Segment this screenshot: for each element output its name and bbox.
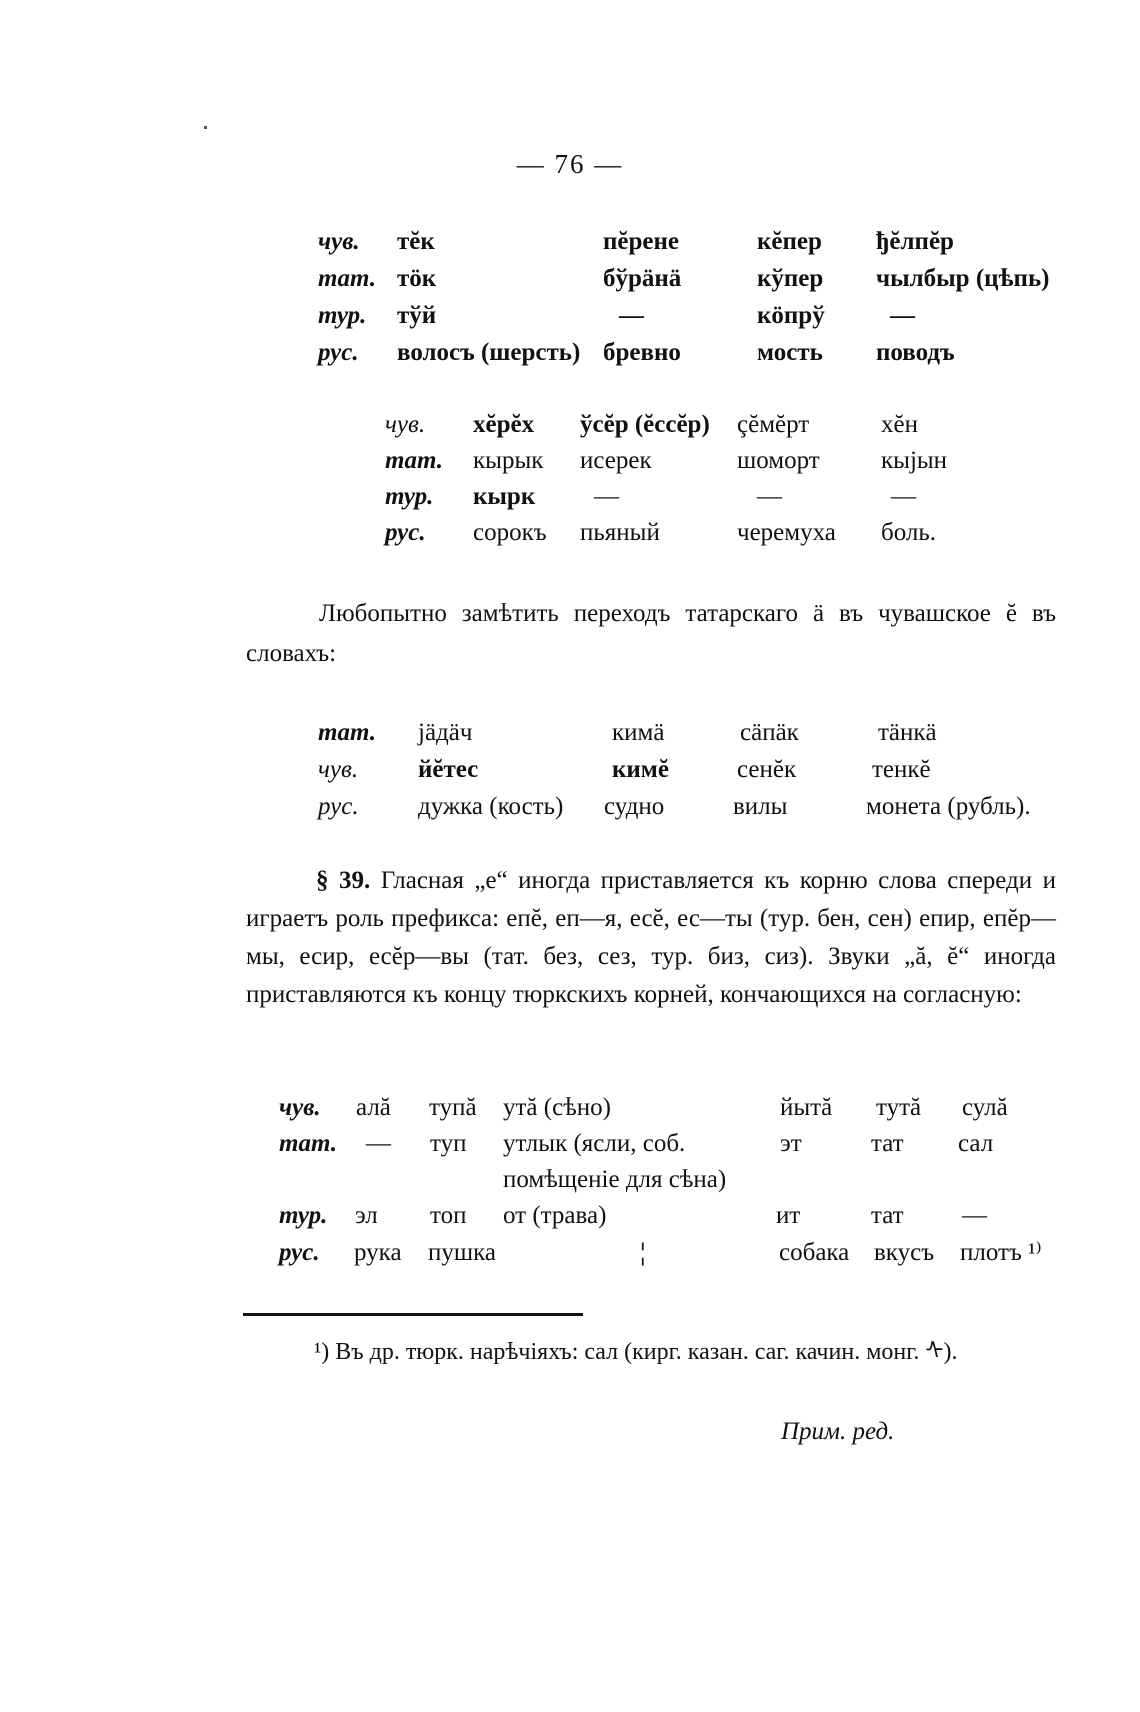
- table-cell: утă (сѣно): [503, 1094, 611, 1121]
- table-cell: эт: [780, 1130, 802, 1157]
- table-cell: кимä: [612, 719, 665, 746]
- table-cell: топ: [430, 1202, 467, 1229]
- table-cell: от (трава): [503, 1202, 607, 1229]
- speck: [204, 126, 207, 129]
- table-cell: эл: [355, 1202, 378, 1229]
- table-cell: хĕрĕх: [473, 411, 535, 438]
- table-cell: сенĕк: [737, 756, 797, 783]
- table-cell: рука: [354, 1239, 402, 1266]
- table-cell: шоморт: [737, 447, 820, 474]
- table-cell: алă: [356, 1094, 391, 1121]
- table-cell: —: [619, 302, 644, 329]
- lang-label: чув.: [318, 228, 360, 255]
- table-cell: кўпер: [757, 265, 824, 292]
- table-cell: вилы: [733, 793, 788, 820]
- table-cell: кырк: [473, 483, 536, 510]
- lang-label: рус.: [385, 519, 426, 546]
- paragraph: Любопытно замѣтить переходъ татарскаго ä въ чувашское ĕ въ словахъ:: [246, 600, 1056, 667]
- table-cell: дужка (кость): [418, 793, 564, 820]
- table-cell: пĕрене: [603, 228, 680, 255]
- table-cell: ¦: [640, 1239, 646, 1266]
- table-cell: ђĕлпĕр: [876, 228, 954, 255]
- table-cell: —: [757, 483, 782, 510]
- table-cell: поводъ: [876, 339, 955, 366]
- table-cell: тöк: [397, 265, 437, 292]
- lang-label: тат.: [318, 265, 376, 292]
- lang-label: тур.: [318, 302, 367, 329]
- table-cell: мость: [757, 339, 823, 366]
- table-cell: кимĕ: [612, 756, 669, 783]
- table-cell: черемуха: [737, 519, 836, 546]
- table-cell: тат: [871, 1130, 904, 1157]
- table-cell: судно: [604, 793, 665, 820]
- table-cell: бўрäнä: [603, 265, 682, 292]
- table-cell: тĕк: [397, 228, 435, 255]
- table-cell: тенкĕ: [872, 756, 931, 783]
- table-cell: йытă: [780, 1094, 833, 1121]
- table-cell: —: [962, 1202, 987, 1229]
- table-cell: йĕтес: [418, 756, 479, 783]
- table-cell: сäпäк: [740, 719, 799, 746]
- lang-label: тур.: [385, 483, 434, 510]
- table-cell: сал: [958, 1130, 994, 1157]
- table-cell: —: [366, 1130, 391, 1157]
- table-cell: чылбыр (цѣпь): [876, 265, 1050, 292]
- table-cell: çĕмĕрт: [737, 411, 810, 438]
- table-cell: пушка: [428, 1239, 496, 1266]
- table-cell: утлык (ясли, соб. помѣщеніе для сѣна): [503, 1130, 727, 1193]
- table-cell: туп: [430, 1130, 467, 1157]
- table-cell: јäдäч: [418, 719, 473, 746]
- table-cell: вкусъ: [874, 1239, 935, 1266]
- section-paragraph: [246, 862, 1056, 1014]
- table-cell: бревно: [603, 339, 681, 366]
- table-cell: сулă: [962, 1094, 1008, 1121]
- table-cell: кыјын: [881, 447, 948, 474]
- lang-label: рус.: [318, 339, 359, 366]
- table-cell: тат: [871, 1202, 904, 1229]
- table-cell: тупă: [429, 1094, 477, 1121]
- lang-label: чув.: [279, 1094, 321, 1121]
- table-cell: ит: [776, 1202, 801, 1229]
- lang-label: чув.: [318, 756, 359, 783]
- table-cell: тутă: [876, 1094, 922, 1121]
- table-cell: собака: [779, 1239, 850, 1266]
- table-cell: —: [594, 483, 619, 510]
- table-cell: тўй: [397, 302, 437, 329]
- lang-label: рус.: [279, 1239, 320, 1266]
- table-cell: пьяный: [580, 519, 660, 546]
- lang-label: тат.: [318, 719, 376, 746]
- table-cell: волосъ (шерсть): [397, 339, 581, 366]
- footnote-rule: [243, 1313, 583, 1316]
- table-cell: хĕн: [881, 411, 918, 438]
- table-cell: сорокъ: [473, 519, 547, 546]
- table-cell: кöпрў: [757, 302, 825, 329]
- table-cell: плотъ ¹⁾: [960, 1239, 1042, 1266]
- footnote-signature: Прим. ред.: [781, 1418, 895, 1445]
- table-cell: —: [891, 483, 916, 510]
- page-number: — 76 —: [516, 149, 624, 179]
- table-cell: ўсĕр (ĕссĕр): [580, 411, 710, 438]
- table-cell: боль.: [881, 519, 937, 546]
- lang-label: рус.: [318, 793, 359, 820]
- lang-label: тат.: [385, 447, 443, 474]
- table-cell: кĕпер: [757, 228, 822, 255]
- table-cell: исерек: [580, 447, 652, 474]
- table-cell: тäнкä: [878, 719, 937, 746]
- table-cell: кырык: [473, 447, 544, 474]
- section-number: § 39.: [316, 867, 371, 894]
- lang-label: тур.: [279, 1202, 328, 1229]
- lang-label: чув.: [385, 411, 426, 438]
- section-text: Гласная „е“ иногда приставляется къ корню слова спереди и играетъ роль префикса: епĕ, еп—я, есĕ, ес—ты (тур. бен, сен) епир, епĕр—мы, есир, есĕр—вы (тат. без, сез, тур. биз, сиз). Звуки „ă, ĕ“ иногда приставляются къ концу тюркскихъ корней, кончающихся на согласную:: [246, 867, 1057, 1008]
- table-cell: монета (рубль).: [866, 793, 1031, 820]
- table-cell: —: [890, 302, 915, 329]
- lang-label: тат.: [279, 1130, 337, 1157]
- footnote-text: ¹) Въ др. тюрк. нарѣчіяхъ: сал (кирг. казан. саг. качин. монг. ᠰ).: [314, 1339, 958, 1365]
